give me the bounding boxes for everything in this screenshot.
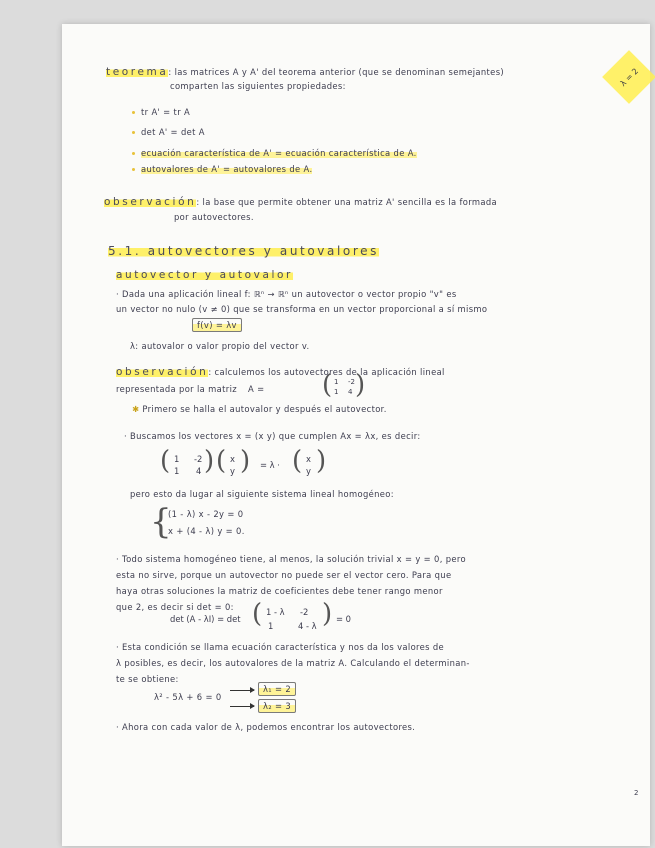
def-line2: un vector no nulo (v ≠ 0) que se transforma en un vector proporcional a sí mismo: [116, 304, 488, 314]
arrow-root-2: [230, 706, 254, 707]
corner-label: λ = 2: [618, 66, 640, 88]
buscamos-line: · Buscamos los vectores x = (x y) que cumplen Ax = λx, es decir:: [124, 431, 421, 441]
obs2-label: observación: [116, 366, 209, 378]
matrix-A: ( 1 -2 1 4 ): [322, 370, 366, 400]
todo-line2: esta no sirve, porque un autovector no puede ser el vector cero. Para que: [116, 570, 452, 580]
det-equation: det (A - λI) = det ( 1 - λ -2 1 4 - λ ) = 0: [170, 599, 352, 631]
obs1-text: : la base que permite obtener una matriz A' sencilla es la formada: [196, 197, 498, 207]
system-eq-1: (1 - λ) x - 2y = 0: [168, 509, 244, 519]
star-icon: ✱: [132, 404, 140, 414]
page-number: 2: [634, 789, 639, 797]
pero-line: pero esto da lugar al siguiente sistema lineal homogéneo:: [130, 489, 394, 499]
system-brace: {: [150, 502, 172, 542]
arrow-root-1: [230, 690, 254, 691]
subsection-title: autovector y autovalor: [116, 269, 293, 281]
prop-item-4: autovalores de A' = autovalores de A.: [132, 164, 312, 174]
eigen-equation: ( 1 -2 1 4 ) ( x y ) = λ · ( x y ): [160, 446, 327, 476]
section-title: 5.1. autovectores y autovalores: [108, 244, 379, 258]
char-equation: λ² - 5λ + 6 = 0: [154, 692, 222, 702]
teorema-label: teorema: [106, 66, 169, 78]
todo-line4: que 2, es decir si det = 0:: [116, 602, 234, 612]
esta-line2: λ posibles, es decir, los autovalores de la matriz A. Calculando el determinan-: [116, 658, 470, 668]
prop-item-2: det A' = det A: [132, 127, 205, 137]
def-line1: · Dada una aplicación lineal f: ℝⁿ → ℝⁿ un autovector o vector propio "v" es: [116, 289, 457, 299]
prop-item-1: tr A' = tr A: [132, 107, 190, 117]
star-line: ✱ Primero se halla el autovalor y después el autovector.: [132, 404, 387, 414]
todo-line1: · Todo sistema homogéneo tiene, al menos, la solución trivial x = y = 0, pero: [116, 554, 466, 564]
obs2-text: : calculemos los autovectores de la aplicación lineal: [208, 367, 445, 377]
obs1-line2: por autovectores.: [174, 212, 254, 222]
teorema-line2: comparten las siguientes propiedades:: [170, 81, 346, 91]
lambda-definition: λ: autovalor o valor propio del vector v.: [130, 341, 310, 351]
todo-line3: haya otras soluciones la matriz de coeficientes debe tener rango menor: [116, 586, 443, 596]
teorema-line1: [106, 66, 504, 78]
prop-item-3: ecuación característica de A' = ecuación característica de A.: [132, 148, 417, 158]
def-formula: f(v) = λv: [192, 320, 242, 330]
notebook-page: [62, 24, 650, 846]
esta-line3: te se obtiene:: [116, 674, 179, 684]
corner-tab: [602, 50, 655, 104]
esta-line1: · Esta condición se llama ecuación característica y nos da los valores de: [116, 642, 445, 652]
root-1: λ₁ = 2: [258, 684, 296, 694]
teorema-text: : las matrices A y A' del teorema anterior (que se denominan semejantes): [168, 67, 505, 77]
obs1-line1: [104, 196, 497, 208]
obs1-label: observación: [104, 196, 197, 208]
ahora-line: · Ahora con cada valor de λ, podemos encontrar los autovectores.: [116, 722, 416, 732]
obs2-line1: [116, 366, 445, 378]
system-eq-2: x + (4 - λ) y = 0.: [168, 526, 245, 536]
obs2-line2: representada por la matriz A =: [116, 384, 265, 394]
root-2: λ₂ = 3: [258, 701, 296, 711]
